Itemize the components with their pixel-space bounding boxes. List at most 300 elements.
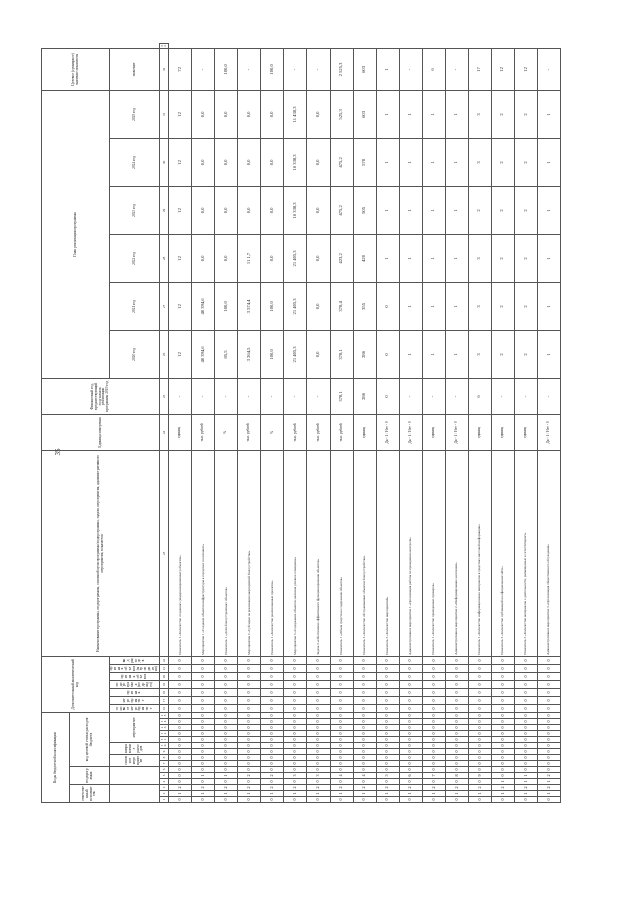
code-cell: 0 [306,724,329,730]
column-number: 17 [159,696,168,704]
code-cell: 1 [399,790,422,796]
code-cell: 0 [283,724,306,730]
code-cell: 0 [214,680,237,688]
code-cell: 2 [422,784,445,790]
unit-cell: единиц [468,414,491,450]
code-cell: 0 [468,718,491,724]
code-cell: 0 [376,730,399,736]
code-cell: 1 [214,790,237,796]
plan-value: 21 405,3 [283,234,306,282]
code-cell: 0 [514,760,537,766]
code-cell: 0 [514,730,537,736]
plan-value: 2 [514,282,537,330]
code-cell: 0 [353,696,376,704]
plan-value: 0,0 [237,138,260,186]
code-col-c: основное мероприятие [109,754,159,766]
code-cell: 0 [168,736,191,742]
column-number: 2 [159,790,168,796]
indicator-name: Показатель 1 «Количество проведенных проверок» [422,450,445,656]
code-cell: 0 [260,736,283,742]
code-cell: 0 [376,778,399,784]
code-cell: 0 [491,730,514,736]
indicator-name: Административное мероприятие 3 «Организация общественного обсуждения» [537,450,560,656]
code-cell: 0 [422,754,445,760]
code-cell: 0 [237,796,260,802]
code-cell: 0 [353,736,376,742]
table-row [191,43,214,802]
code-cell: 0 [445,656,468,664]
plan-value: 0,0 [191,90,214,138]
code-cell: 0 [330,742,353,748]
code-cell: 0 [260,754,283,760]
code-cell: 0 [306,680,329,688]
code-col-d: направление расходов [109,742,159,754]
code-cell: 0 [191,736,214,742]
plan-value: 2 [514,90,537,138]
code-cell: 0 [283,742,306,748]
code-cell: 0 [399,778,422,784]
column-number: 31 [159,90,168,138]
unit-cell: Да - 1 / Нет - 0 [537,414,560,450]
code-cell: 0 [283,766,306,772]
code-cell: 0 [468,778,491,784]
code-cell: 0 [306,656,329,664]
code-cell: 0 [306,712,329,718]
code-cell: 0 [376,704,399,712]
code-cell: 0 [491,688,514,696]
code-cell: 0 [283,696,306,704]
column-number: 10 [159,742,168,748]
code-cell: 0 [214,724,237,730]
code-col-a: ответственный исполнитель [69,784,109,802]
plan-value: 1 [422,282,445,330]
code-cell: 0 [191,688,214,696]
code-cell: 0 [191,730,214,736]
base-year-value: 0 [376,378,399,414]
plan-value: 1 [537,234,560,282]
code-cell: 2 [237,772,260,778]
final-sub-header: значение [109,48,159,90]
code-cell: 0 [191,796,214,802]
code-cell: 0 [445,688,468,696]
code-cell: 0 [445,760,468,766]
code-cell: 1 [353,790,376,796]
plan-value: 1 [399,186,422,234]
plan-value: 12 [168,282,191,330]
code-cell: 0 [445,680,468,688]
code-cell: 0 [237,760,260,766]
plan-value: 0,0 [306,234,329,282]
plan-value: 16 338,3 [283,138,306,186]
unit-cell: % [260,414,283,450]
code-cell: 0 [168,766,191,772]
code-cell: 0 [537,704,560,712]
indicator-name: Показатель 2 «Количество публикаций на официальном сайте» [491,450,514,656]
plan-value: 40 394,6 [191,330,214,378]
plan-value: 12 [168,138,191,186]
code-cell: 0 [168,730,191,736]
code-cell: 0 [168,704,191,712]
code-cell: 0 [422,656,445,664]
code-cell: 0 [445,672,468,680]
column-number: 12 [159,730,168,736]
addl-col-1: основное мероприятие [109,704,159,712]
code-cell: 0 [491,696,514,704]
code-cell: 0 [330,656,353,664]
table-row [330,43,353,802]
unit-cell: тыс. рублей [306,414,329,450]
code-cell: 0 [514,754,537,760]
code-cell: 0 [237,766,260,772]
code-cell: 0 [330,724,353,730]
code-cell: 0 [237,736,260,742]
code-cell: 0 [376,688,399,696]
code-cell: 0 [422,696,445,704]
code-cell: 0 [237,730,260,736]
final-value: 6 [422,48,445,90]
code-cell: 0 [399,712,422,718]
code-cell: 0 [537,696,560,704]
code-cell: 0 [353,778,376,784]
code-cell: 0 [537,664,560,672]
code-cell: 0 [537,672,560,680]
code-cell: 0 [330,754,353,760]
code-cell: 0 [376,718,399,724]
code-cell: 0 [445,766,468,772]
code-cell: 0 [491,680,514,688]
indicator-name: Показатель 1 «Объем средств на содержание объектов» [330,450,353,656]
code-cell: 1 [514,790,537,796]
indicator-name: Показатель 2 «Количество обслуживаемых объектов благоустройства» [353,450,376,656]
code-cell: 0 [353,704,376,712]
code-cell: 0 [399,718,422,724]
unit-header: Единица измерения [41,414,159,450]
plan-value: 21 405,3 [283,282,306,330]
code-cell: 0 [468,656,491,664]
code-cell: 0 [283,796,306,802]
code-cell: 0 [468,730,491,736]
code-cell: 0 [330,712,353,718]
code-cell: 0 [214,718,237,724]
table-row [168,43,191,802]
column-number: 8 [159,754,168,760]
code-cell: 0 [260,688,283,696]
code-cell: 0 [399,760,422,766]
base-year-value: - [237,378,260,414]
unit-cell: % [214,414,237,450]
code-cell: 0 [260,766,283,772]
indicator-name: Показатель 3 «Количество мероприятий» [376,450,399,656]
code-cell: 0 [191,672,214,680]
code-cell: 0 [399,742,422,748]
code-cell: 0 [491,664,514,672]
code-cell: 0 [422,730,445,736]
indicator-name: Задача 3 «Обеспечение эффективного функционирования объектов» [306,450,329,656]
code-cell: 1 [191,772,214,778]
column-number: 25 [159,378,168,414]
plan-value: 1 [445,234,468,282]
plan-value: 1 [445,90,468,138]
code-cell: 0 [260,704,283,712]
unit-cell: Да - 1 / Нет - 0 [399,414,422,450]
plan-value: 1 [422,234,445,282]
code-cell: 0 [260,712,283,718]
base-year-value: - [491,378,514,414]
code-cell: 0 [353,712,376,718]
unit-cell: единиц [491,414,514,450]
code-cell: 0 [283,680,306,688]
table-row [491,43,514,802]
table-row [422,43,445,802]
code-cell: 0 [237,724,260,730]
code-cell: 5 [376,772,399,778]
final-value: - [191,48,214,90]
plan-value: 2 [514,234,537,282]
code-cell: 0 [353,742,376,748]
code-cell: 0 [422,724,445,730]
code-cell: 0 [468,672,491,680]
code-cell: 0 [537,736,560,742]
code-cell: 2 [491,784,514,790]
plan-value: 1 [376,138,399,186]
plan-value: 3 [468,330,491,378]
code-cell: 0 [330,664,353,672]
table-row [445,43,468,802]
plan-value: 11 438,3 [283,90,306,138]
unit-cell: единиц [353,414,376,450]
code-cell: 1 [537,790,560,796]
column-number: 15 [159,712,168,718]
code-cell: 0 [422,712,445,718]
code-cell: 0 [306,736,329,742]
code-cell: 0 [283,754,306,760]
code-cell: 0 [468,680,491,688]
code-cell: 0 [445,718,468,724]
code-cell: 0 [330,730,353,736]
code-cell: 0 [330,688,353,696]
code-cell: 0 [168,680,191,688]
plan-value: 0,0 [306,186,329,234]
code-cell: 0 [283,656,306,664]
column-number: 5 [159,772,168,778]
final-value: - [237,48,260,90]
code-cell: 0 [260,730,283,736]
final-value: 12 [514,48,537,90]
code-cell: 0 [376,754,399,760]
plan-value: 1 [537,138,560,186]
column-number: 28 [159,234,168,282]
code-cell: 0 [376,760,399,766]
code-cell: 0 [376,724,399,730]
code-cell: 4 [330,772,353,778]
final-value: 100,0 [260,48,283,90]
name-header: Наименование программы, подпрограммы, основной цели программы/подпрограммы, задачи, мероприятия, административного мероприятия, показателя [41,450,159,656]
code-cell: 0 [214,760,237,766]
plan-value: 505 [353,186,376,234]
plan-value: 0 [376,330,399,378]
code-cell: 0 [168,760,191,766]
rotated-table-sheet [41,43,561,803]
code-cell: 0 [237,712,260,718]
code-cell: 0 [445,742,468,748]
plan-value: 0,0 [260,186,283,234]
code-cell: 0 [168,742,191,748]
code-cell: 0 [191,760,214,766]
code-cell: 0 [283,672,306,680]
plan-value: 12 [168,234,191,282]
code-cell: 1 [422,790,445,796]
code-cell: 0 [422,664,445,672]
code-cell: 0 [260,664,283,672]
plan-value: 0,0 [306,90,329,138]
plan-value: 1 [399,90,422,138]
code-cell: 2 [260,772,283,778]
indicator-name: Мероприятие 3 «Содержание объектов, включая уличное освещение» [283,450,306,656]
code-cell: 0 [214,742,237,748]
code-cell: 0 [514,736,537,742]
code-cell: 0 [191,656,214,664]
code-col-e: мероприятие [109,712,159,742]
code-cell: 0 [399,680,422,688]
code-cell: 2 [399,784,422,790]
code-cell: 0 [237,656,260,664]
code-cell: 0 [353,672,376,680]
column-number: 20 [159,672,168,680]
code-cell: 0 [214,704,237,712]
base-year-value: - [514,378,537,414]
column-number: 18 [159,688,168,696]
code-cell: 0 [514,696,537,704]
code-cell: 1 [330,790,353,796]
indicator-name: Административное мероприятие 2 «Информирование населения» [445,450,468,656]
code-cell: 0 [514,796,537,802]
code-cell: 0 [491,704,514,712]
code-cell: 0 [491,772,514,778]
code-cell: 0 [514,664,537,672]
plan-value: 1 [422,186,445,234]
column-number: 7 [159,760,168,766]
code-cell: 0 [422,742,445,748]
code-cell: 0 [422,672,445,680]
code-cell: 0 [214,672,237,680]
code-cell: 0 [422,748,445,754]
plan-value: 475,2 [330,186,353,234]
final-value: - [399,48,422,90]
codes-header: Коды бюджетной классификации [41,712,69,802]
code-cell: 0 [260,718,283,724]
plan-value: 355 [353,282,376,330]
code-cell: 0 [399,754,422,760]
code-cell: 1 [306,790,329,796]
plan-value: 2 [491,330,514,378]
code-cell: 3 [283,772,306,778]
plan-value: 1 [399,234,422,282]
code-cell: 0 [514,688,537,696]
base-year-value: 286 [353,378,376,414]
final-value: 603 [353,48,376,90]
unit-cell: единиц [514,414,537,450]
code-cell: 0 [330,766,353,772]
code-cell: 2 [376,784,399,790]
code-cell: 0 [214,712,237,718]
column-number: 11 [159,736,168,742]
code-cell: 0 [445,736,468,742]
plan-value: 0,0 [214,234,237,282]
plan-value: 0,0 [191,186,214,234]
indicator-name: Показатель 1 «Количество информационных материалов в средствах массовой информации» [468,450,491,656]
code-cell: 0 [237,742,260,748]
base-year-value: - [422,378,445,414]
code-cell: 0 [237,718,260,724]
base-year-value: 378,1 [330,378,353,414]
code-cell: 0 [191,696,214,704]
plan-value: 100,0 [260,282,283,330]
code-cell: 0 [283,730,306,736]
final-value: 2 525,3 [330,48,353,90]
code-cell: 0 [237,696,260,704]
code-cell: 0 [491,754,514,760]
code-cell: 0 [376,766,399,772]
code-cell: 0 [306,748,329,754]
indicator-name: Показатель 1 «Доля благоустроенных объектов» [214,450,237,656]
code-cell: 1 [168,790,191,796]
plan-value: 1 [376,234,399,282]
code-cell: 0 [399,766,422,772]
plan-value: 1 [422,138,445,186]
code-col-b: подпрограмма [69,766,109,784]
code-cell: 0 [537,748,560,754]
plan-value: 85,5 [214,330,237,378]
addl-col-5: признак объекта [109,672,159,680]
code-cell: 0 [214,688,237,696]
code-cell: 0 [468,712,491,718]
code-cell: 0 [376,742,399,748]
code-cell: 0 [537,688,560,696]
code-cell: 1 [468,790,491,796]
plan-value: 1 [399,330,422,378]
code-cell: 0 [330,778,353,784]
code-cell: 0 [353,796,376,802]
code-cell: 0 [399,696,422,704]
plan-value: 2 [468,186,491,234]
code-cell: 0 [514,680,537,688]
plan-value: 12 [168,186,191,234]
base-year-value: - [260,378,283,414]
plan-value: 3 574,4 [237,282,260,330]
code-cell: 0 [237,672,260,680]
code-cell: 1 [376,790,399,796]
plan-value: 2 [491,186,514,234]
code-cell: 0 [445,754,468,760]
code-cell: 1 [237,790,260,796]
final-value: - [283,48,306,90]
code-cell: 0 [399,656,422,664]
code-cell: 0 [260,778,283,784]
table-row [537,43,560,802]
code-cell: 0 [376,656,399,664]
table-row [237,43,260,802]
plan-value: 603 [353,90,376,138]
column-number: 1 [159,796,168,802]
indicator-name: Показатель 1 «Количество реализованных проектов» [260,450,283,656]
unit-cell: тыс. рублей [283,414,306,450]
code-cell: 0 [237,748,260,754]
final-value: 17 [468,48,491,90]
code-cell: 0 [237,664,260,672]
code-cell: 0 [330,748,353,754]
code-cell: 0 [214,748,237,754]
plan-value: 1 [376,186,399,234]
